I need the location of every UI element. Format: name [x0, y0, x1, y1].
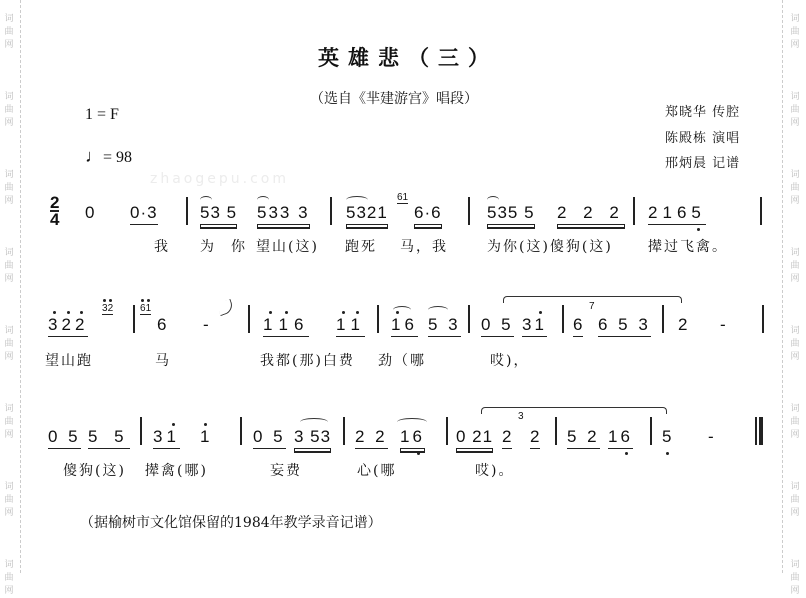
- grace-notes: 7: [589, 301, 595, 312]
- note-group: 5 2: [567, 428, 600, 449]
- slur: [428, 306, 448, 314]
- barline: [343, 417, 345, 445]
- note: 3: [522, 315, 535, 334]
- note: 1: [278, 315, 294, 334]
- credit-line: 陈殿栋 演唱: [665, 131, 741, 146]
- slur: [397, 418, 427, 426]
- note-group: 5321: [346, 204, 388, 225]
- note: 6: [293, 315, 310, 334]
- lyric: 为你(这)傻狗(这): [487, 239, 613, 255]
- barline: [133, 305, 135, 333]
- tempo-marking: ♩= 98: [85, 146, 133, 166]
- lyric: 你: [231, 239, 247, 255]
- final-barline-thin: [755, 417, 757, 445]
- song-title: 英雄悲（三）: [318, 45, 498, 70]
- note-group: 53 5: [200, 204, 237, 225]
- note: 1: [608, 427, 621, 446]
- dash-extension: -: [708, 427, 715, 446]
- note-group: 5 3: [428, 316, 461, 337]
- barline: [633, 197, 635, 225]
- key-signature: 1 = F: [85, 106, 119, 123]
- note-group: [263, 316, 309, 337]
- note: 5: [662, 427, 673, 446]
- lyric: 撵禽(哪): [145, 463, 208, 479]
- note: 6: [676, 203, 692, 222]
- note-group: 0 5: [253, 428, 286, 449]
- lyric: 跑死: [345, 239, 377, 255]
- lyric: 马，我: [400, 239, 448, 255]
- barline: [186, 197, 188, 225]
- time-signature: 2 4: [50, 193, 60, 229]
- note-group: 5 5: [88, 428, 130, 449]
- source-note: （据榆树市文化馆保留的1984年教学录音记谱）: [80, 515, 382, 531]
- note-group: [522, 316, 547, 337]
- note-group: [336, 316, 365, 337]
- note: 6: [140, 303, 146, 314]
- note-group: 0: [85, 203, 96, 222]
- grace-notes: [102, 304, 113, 315]
- barline: [662, 305, 664, 333]
- barline: [468, 305, 470, 333]
- note: 1: [336, 315, 351, 334]
- quarter-note-icon: ♩: [85, 146, 103, 166]
- note: 1: [350, 315, 365, 334]
- note-group: [608, 428, 633, 449]
- dash-extension: -: [720, 315, 727, 334]
- note: 6: [412, 427, 425, 446]
- note: 1: [200, 427, 211, 446]
- note-group: 3 53: [294, 428, 331, 449]
- barline: [330, 197, 332, 225]
- note-group: [391, 316, 418, 337]
- left-dashed-border: [20, 0, 21, 573]
- lyric: 我: [154, 239, 170, 255]
- note-group: 6: [157, 315, 168, 334]
- note-group: [400, 428, 425, 449]
- lyric: 劲（哪: [378, 353, 426, 369]
- repeat-bracket: [481, 407, 667, 414]
- dash-extension: -: [203, 315, 210, 334]
- note: 1: [400, 427, 413, 446]
- slur: [300, 418, 328, 426]
- note-group: 0 5: [481, 316, 514, 337]
- barline: [240, 417, 242, 445]
- note-group: 2 2 2: [557, 204, 625, 225]
- note: 6: [404, 315, 418, 334]
- lyric: 妄费: [270, 463, 302, 479]
- barline: [446, 417, 448, 445]
- lyric: 心(哪: [357, 463, 397, 479]
- lyric: 哎)。: [475, 463, 515, 479]
- note-group: 535 5: [487, 204, 535, 225]
- note-group: [200, 428, 210, 446]
- note: 1: [166, 427, 180, 446]
- grace-notes: [140, 304, 151, 315]
- lyric: 望山跑: [45, 353, 93, 369]
- site-watermark: zhaogepu.com: [150, 171, 289, 187]
- barline: [140, 417, 142, 445]
- right-watermark: 词曲网 词曲网 词曲网 词曲网 词曲网 词曲网 词曲网 词曲网: [790, 14, 800, 596]
- lyric: 为: [200, 239, 216, 255]
- note-group: 6: [573, 316, 583, 337]
- final-barline-thick: [759, 417, 763, 445]
- grace-notes: 61: [397, 192, 409, 203]
- note: 1: [391, 315, 405, 334]
- barline: [762, 305, 764, 333]
- note-group: 2 2: [355, 428, 388, 449]
- note: 1: [145, 303, 152, 314]
- note-group: [153, 428, 180, 449]
- grace-notes: 3: [518, 411, 524, 422]
- note-group: [662, 428, 672, 446]
- lyric: 望山(这): [256, 239, 319, 255]
- note: 6: [620, 427, 633, 446]
- note: 3: [153, 427, 167, 446]
- note-group: [48, 316, 88, 337]
- note: 3: [102, 303, 108, 314]
- note: 2: [107, 303, 114, 314]
- barline: [562, 305, 564, 333]
- note-group: 6 5 3: [598, 316, 651, 337]
- credit-line: 邢炳晨 记谱: [665, 156, 741, 171]
- note: 1: [662, 203, 677, 222]
- lyric: 我都(那)白费: [260, 353, 355, 369]
- barline: [468, 197, 470, 225]
- note-group: [648, 204, 706, 225]
- slide-up-mark: [216, 299, 235, 316]
- note: 2: [74, 315, 89, 334]
- credit-line: 郑晓华 传腔: [665, 105, 741, 120]
- lyric: 马: [155, 353, 171, 369]
- barline: [760, 197, 762, 225]
- note-group: 6·6: [414, 204, 442, 225]
- barline: [248, 305, 250, 333]
- barline: [650, 417, 652, 445]
- note-group: 0·3: [130, 204, 158, 225]
- right-dashed-border: [782, 0, 783, 573]
- note: 5: [691, 203, 706, 222]
- lyric: 傻狗(这): [63, 463, 126, 479]
- note-group: 0 5: [48, 428, 81, 449]
- note-group: 2: [678, 315, 689, 334]
- lyric: 撵过飞禽。: [648, 239, 728, 255]
- lyric: 哎)，: [490, 353, 530, 369]
- note: 1: [263, 315, 279, 334]
- song-subtitle: （选自《芈建游宫》唱段）: [310, 91, 478, 107]
- note: 1: [534, 315, 547, 334]
- note: 2: [648, 203, 663, 222]
- note-group: 0 21: [456, 428, 493, 449]
- note-group: 533 3: [257, 204, 310, 225]
- note: 3: [48, 315, 62, 334]
- barline: [555, 417, 557, 445]
- left-watermark: 词曲网 词曲网 词曲网 词曲网 词曲网 词曲网 词曲网 词曲网: [4, 14, 14, 596]
- note-group: 2: [530, 428, 540, 449]
- note-group: 2: [502, 428, 512, 449]
- note: 2: [61, 315, 75, 334]
- barline: [377, 305, 379, 333]
